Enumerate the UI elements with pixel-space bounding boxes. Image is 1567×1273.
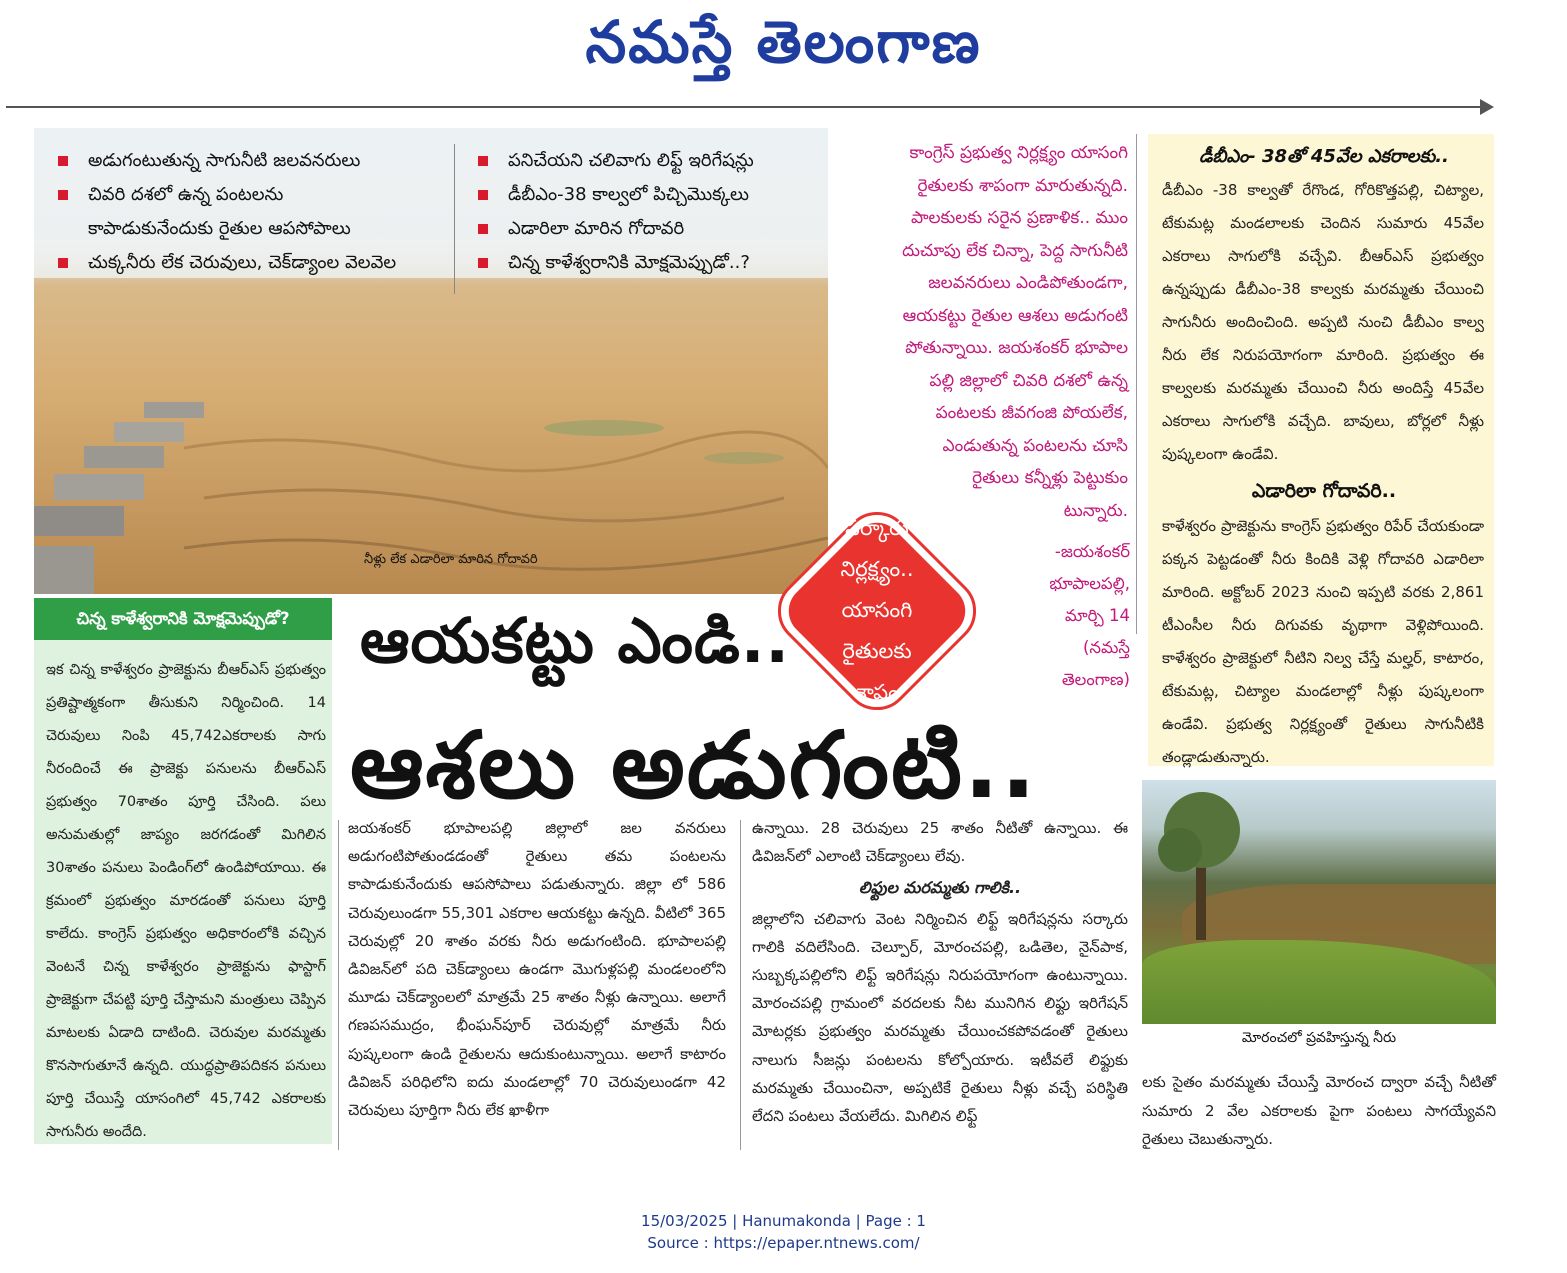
bullet-text: చిన్న కాళేశ్వరానికి మోక్షమెప్పుడో..? [508, 252, 750, 273]
attribution-line: (నమస్తే [1082, 638, 1130, 657]
bullet-text: పనిచేయని చలివాగు లిఫ్ట్ ఇరిగేషన్లు [508, 150, 754, 171]
article-paragraph: జిల్లాలోని చలివాగు వెంట నిర్మించిన లిఫ్ట్ ఇరిగేషన్లను సర్కారు గాలికి వదిలేసింది. చెల్పూర్, మోరంచపల్లి, ఒడితెల, నైన్‌పాక, సుబ్బక్కపల్లిలోని లిఫ్ట్ ఇరిగేషన్లు నిరుపయోగంగా ఉంటున్నాయి. మోరంచపల్లి గ్రామంలో వరదలకు నీట మునిగిన లిఫ్టు ఇరిగేషన్ మోటర్లకు ప్రభుత్వం మరమ్మతు చేయించకపోవడంతో రైతులు నాలుగు సీజన్లు పంటలను కోల్పోయారు. ఇటీవలే లిఫ్టుకు మరమ్మతు చేయించినా, అప్పటికే రైతులు నీళ్లు వచ్చే పరిస్థితి లేదని పంటలు వేయలేదు. మిగిలిన లిఫ్ట్ [752, 909, 1128, 1126]
quote-line: ఎండుతున్న పంటలను చూసి [942, 435, 1128, 456]
bullet-list-right [478, 144, 808, 280]
attribution-line: తెలంగాణ) [1061, 670, 1130, 689]
quote-line: పాలకులకు సరైన ప్రణాళిక.. ముం [910, 208, 1128, 228]
quote-line: జలవనరులు ఎండిపోతుండగా, [928, 273, 1128, 293]
bullet-text: ఎడారిలా మారిన గోదావరి [508, 218, 685, 239]
lead-photo [34, 128, 828, 594]
barrage-pillars-graphic [34, 396, 234, 594]
article-column: జయశంకర్ భూపాలపల్లి జిల్లాలో జల వనరులు అడుగంటిపోతుండడంతో రైతులు తమ పంటలను కాపాడుకునేందుకు ఆపసోపాలు పడుతున్నారు. జిల్లా లో 586 చెరువులుండగా 55,301 ఎకరాల ఆయకట్టు ఉన్నది. వీటిలో 365 చెరువుల్లో 20 శాతం వరకు నీరు అడుగంటింది. భూపాలపల్లి డివిజన్‌లో పది చెక్‌డ్యాంలు ఉండగా మొగుళ్లపల్లి మండలంలోని మూడు చెక్‌డ్యాంలలో మాత్రమే 25 శాతం నీళ్లు ఉన్నాయి. అలాగే గణపసముద్రం, భీంఘన్‌పూర్ చెరువుల్లో మాత్రమే నీరు పుష్కలంగా ఉండి రైతులను ఆదుకుంటున్నాయి. అలాగే కాటారం డివిజన్ పరిధిలోని ఐదు మండలాల్లో 70 చెరువులుండగా 42 చెరువులు పూర్తిగా నీరు లేక ఖాళీగా [348, 819, 726, 1120]
bullet-item [58, 144, 448, 178]
article-column-continued: లకు సైతం మరమ్మతు చేయిస్తే మోరంచ ద్వారా వచ్చే నీటితో సుమారు 2 వేల ఎకరాలకు పైగా పంటలు సాగయ్యేవని రైతులు చెబుతున్నారు. [1142, 1073, 1496, 1148]
red-square-bullet-icon [478, 258, 488, 268]
bullet-item [478, 212, 808, 246]
lead-photo-caption: నీళ్లు లేక ఎడారిలా మారిన గోదావరి [364, 552, 538, 567]
red-square-bullet-icon [478, 156, 488, 166]
column-divider [740, 820, 741, 1150]
green-sidebar-box [34, 598, 332, 1144]
headline-line-1: ఆయకట్టు ఎండి.. [360, 604, 790, 677]
tree-graphic [1152, 790, 1252, 940]
river-photo-caption: మోరంచలో ప్రవహిస్తున్న నీరు [1241, 1030, 1397, 1046]
sidebar-paragraph: కాళేశ్వరం ప్రాజెక్టును కాంగ్రెస్ ప్రభుత్వం రిపేర్ చేయకుండా పక్కన పెట్టడంతో నీరు కిందికి వెళ్లి గోదావరి ఎడారిలా మారింది. అక్టోబర్ 2023 నుంచి ఇప్పటి వరకు 2,861 టీఎంసీల నీరు దిగువకు వృథాగా వెళ్లిపోయింది. కాళేశ్వరం ప్రాజెక్టులో నీటిని నిల్వ చేస్తే మల్హర్, కాటారం, టేకుమట్ల, చిట్యాల మండలాల్లో నీళ్లు పుష్కలంగా ఉండేవి. ప్రభుత్వ నిర్లక్ష్యంతో రైతులు సాగునీటికి తండ్లాడుతున్నారు. [1162, 517, 1484, 766]
attribution-line: భూపాలపల్లి, [1049, 574, 1130, 593]
bullet-list-left [58, 144, 448, 280]
headline-line-2: ఆశలు అడుగంటి.. [350, 712, 1038, 819]
bullet-text: చుక్కనీరు లేక చెరువులు, చెక్‌డ్యాంల వెలవెల [88, 252, 397, 273]
attribution-line: -జయశంకర్ [1054, 542, 1130, 561]
sidebar-heading: డీబీఎం- 38తో 45వేల ఎకరాలకు.. [1199, 146, 1449, 167]
badge-line: నిర్లక్ష్యం.. [840, 557, 914, 581]
quote-line: రైతులు కన్నీళ్లు పెట్టుకుం [972, 468, 1128, 488]
river-photo [1142, 780, 1496, 1024]
red-square-bullet-icon [58, 258, 68, 268]
bullet-item [478, 144, 808, 178]
red-square-bullet-icon [478, 224, 488, 234]
bullet-text: అడుగంటుతున్న సాగునీటి జలవనరులు [88, 150, 361, 171]
bullet-item [58, 246, 448, 280]
masthead-rule [6, 106, 1486, 108]
quote-line: పంటలకు జీవగంజి పోయలేక, [935, 403, 1128, 423]
masthead-title: నమస్తే తెలంగాణ [585, 8, 982, 76]
bullet-item [58, 178, 448, 212]
bullet-divider [454, 144, 455, 294]
bullet-text: డీబీఎం-38 కాల్వలో పిచ్చిమొక్కలు [508, 184, 749, 205]
sidebar-box [1148, 134, 1494, 766]
footer-date-line: 15/03/2025 | Hanumakonda | Page : 1 [641, 1212, 926, 1230]
quote-line: దుచూపు లేక చిన్నా, పెద్ద సాగునీటి [902, 240, 1128, 261]
article-paragraph: ఉన్నాయి. 28 చెరువులు 25 శాతం నీటితో ఉన్నాయి. ఈ డివిజన్‌లో ఎలాంటి చెక్‌డ్యాంలు లేవు. [752, 819, 1128, 866]
quote-attribution [1010, 536, 1130, 696]
bullet-item-continued [58, 212, 448, 246]
red-square-bullet-icon [58, 156, 68, 166]
attribution-line: మార్చి 14 [1064, 606, 1130, 625]
red-square-bullet-icon [478, 190, 488, 200]
pink-quote-block [838, 137, 1128, 527]
red-square-bullet-icon [58, 190, 68, 200]
badge-line: రైతులకు [842, 639, 912, 663]
rule-arrow-icon [1480, 99, 1494, 115]
article-subheading: లిఫ్టుల మరమ్మతు గాలికి.. [858, 878, 1022, 898]
badge-line: శాపం [855, 680, 899, 704]
sidebar-heading: ఎడారిలా గోదావరి.. [1251, 480, 1397, 502]
footer-source-link[interactable]: Source : https://epaper.ntnews.com/ [647, 1234, 920, 1252]
bullet-item [478, 246, 808, 280]
quote-line: పోతున్నాయి. జయశంకర్ భూపాల [905, 338, 1128, 358]
bullet-text: కాపాడుకునేందుకు రైతుల ఆపసోపాలు [88, 218, 351, 239]
quote-line: పల్లి జిల్లాలో చివరి దశలో ఉన్న [929, 370, 1128, 391]
quote-line: ఆయకట్టు రైతుల ఆశలు అడుగంటి [902, 305, 1128, 326]
bullet-item [478, 178, 808, 212]
quote-line: టున్నారు. [1063, 500, 1128, 521]
green-box-heading: చిన్న కాళేశ్వరానికి మోక్షమెప్పుడో? [34, 598, 332, 640]
page-footer [0, 1210, 1567, 1254]
quote-line: రైతులకు శాపంగా మారుతున్నది. [917, 175, 1128, 196]
quote-line: కాంగ్రెస్ ప్రభుత్వ నిర్లక్ష్యం యాసంగి [909, 143, 1128, 163]
badge-line: సర్కారు [845, 516, 909, 540]
sidebar-paragraph: డీబీఎం -38 కాల్వతో రేగొండ, గోరికొత్తపల్లి, చిట్యాల, టేకుమట్ల మండలాలకు చెందిన సుమారు 45వేల ఎకరాలు సాగులోకి వచ్చేవి. బీఆర్‌ఎస్ ప్రభుత్వం ఉన్నప్పుడు డీబీఎం-38 కాల్వకు మరమ్మతు చేయించి సాగునీరు అందించింది. అప్పటి నుంచి డీబీఎం కాల్వ నీరు లేక నిరుపయోగంగా మారింది. ప్రభుత్వం ఈ కాల్వలకు మరమ్మతు చేయించి నీరు అందిస్తే 45వేల ఎకరాలు సాగులోకి వచ్చేది. బావులు, బోర్లలో నీళ్లు పుష్కలంగా ఉండేవి. [1162, 181, 1484, 463]
column-divider [338, 820, 339, 1150]
bullet-text: చివరి దశలో ఉన్న పంటలను [88, 184, 284, 205]
article-column [752, 814, 1128, 1130]
badge-line: యాసంగి [841, 598, 913, 622]
column-divider [1136, 134, 1137, 634]
green-box-paragraph: ఇక చిన్న కాళేశ్వరం ప్రాజెక్టును బీఆర్‌ఎస్ ప్రభుత్వం ప్రతిష్టాత్మకంగా తీసుకుని నిర్మించింది. 14 చెరువులు నింపి 45,742ఎకరాలకు సాగు నీరందించే ఈ ప్రాజెక్టు పనులను బీఆర్‌ఎస్ ప్రభుత్వం 70శాతం పూర్తి చేసింది. పలు అనుమతుల్లో జాప్యం జరగడంతో మిగిలిన 30శాతం పనులు పెండింగ్‌లో ఉండిపోయాయి. ఈ క్రమంలో ప్రభుత్వం మారడంతో పనులు పూర్తి కాలేదు. కాంగ్రెస్ ప్రభుత్వం అధికారంలోకి వచ్చిన వెంటనే చిన్న కాళేశ్వరం ప్రాజెక్టును ఫాస్టాగ్ ప్రాజెక్టుగా చేపట్టి పూర్తి చేస్తామని మంత్రులు చెప్పిన మాటలకు ఏడాది దాటింది. చెరువుల మరమ్మతు కొనసాగుతూనే ఉన్నది. యుద్ధప్రాతిపదికన పనులు పూర్తి చేయిస్తే యాసంగిలో 45,742 ఎకరాలకు సాగునీరు అందేది. [46, 662, 326, 1140]
